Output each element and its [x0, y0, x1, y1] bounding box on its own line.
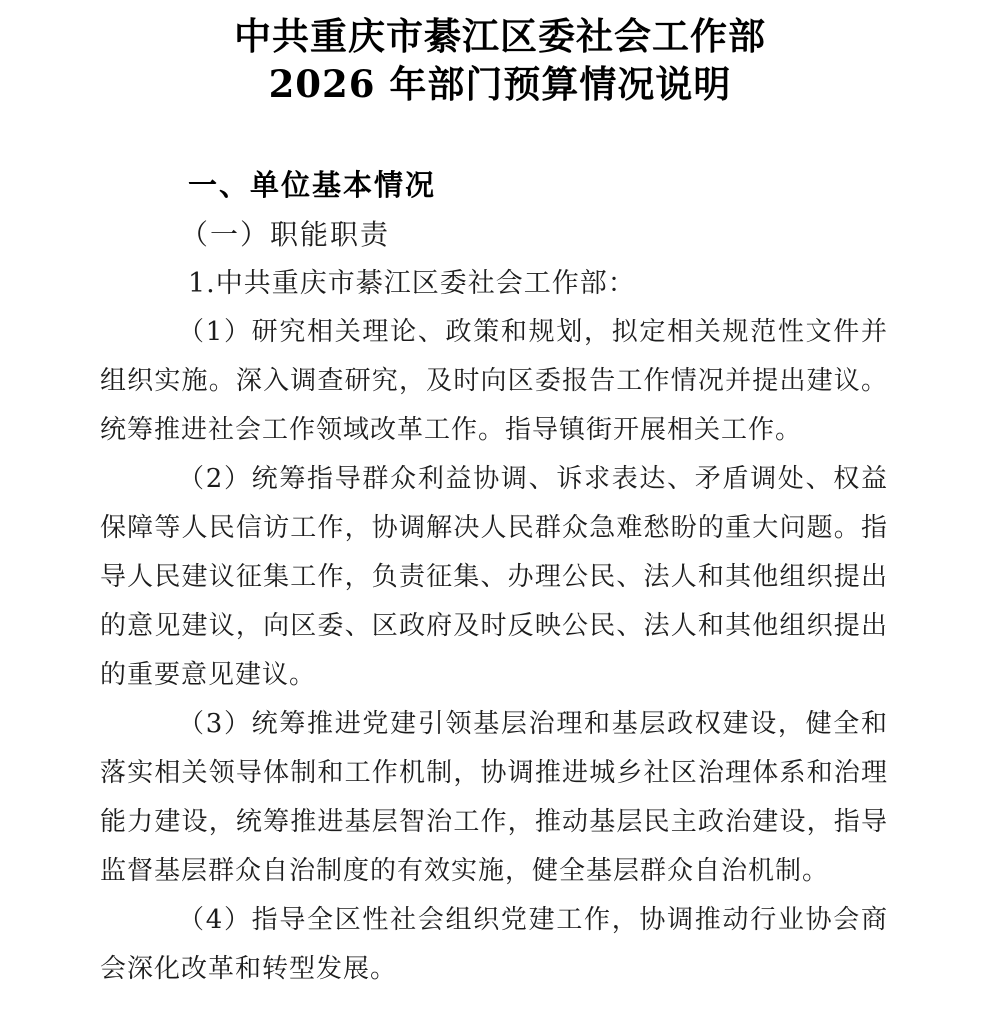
document-title-line2: 2026 年部门预算情况说明	[268, 62, 732, 106]
section-heading: 一、单位基本情况	[188, 168, 437, 202]
paragraph-duty-2: （2）统筹指导群众利益协调、诉求表达、矛盾调处、权益保障等人民信访工作，协调解决人民群众急难愁盼的重大问题。指导人民建议征集工作，负责征集、办理公民、法人和其他组织提出的意见建议，向区委、区政府及时反映公民、法人和其他组织提出的重要意见建议。	[100, 464, 888, 690]
document-title-line1: 中共重庆市綦江区委社会工作部	[234, 14, 766, 58]
intro-line: 1.中共重庆市綦江区委社会工作部：	[188, 268, 636, 299]
subsection-heading: （一）职能职责	[180, 218, 391, 251]
document-body	[100, 161, 888, 994]
paragraph-duty-4: （4）指导全区性社会组织党建工作，协调推动行业协会商会深化改革和转型发展。	[100, 905, 888, 984]
document-title	[0, 12, 1000, 108]
paragraph-duty-3: （3）统筹推进党建引领基层治理和基层政权建设，健全和落实相关领导体制和工作机制，协调推进城乡社区治理体系和治理能力建设，统筹推进基层智治工作，推动基层民主政治建设，指导监督基层群众自治制度的有效实施，健全基层群众自治机制。	[100, 709, 888, 886]
paragraph-duty-1: （1）研究相关理论、政策和规划，拟定相关规范性文件并组织实施。深入调查研究，及时向区委报告工作情况并提出建议。统筹推进社会工作领域改革工作。指导镇街开展相关工作。	[100, 317, 888, 445]
